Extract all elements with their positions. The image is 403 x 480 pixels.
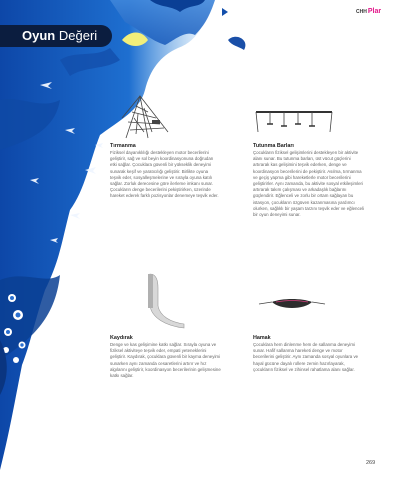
section-title	[22, 28, 97, 43]
section-title-light: Değeri	[58, 28, 98, 43]
item-title-slide: Kaydırak	[110, 335, 133, 341]
item-description-hammock: Çocuklara hem dinlenme hem de sallanma deneyimi sunar. Hafif sallanma hareketi denge ve motor becerilerini geliştirir. Aynı zamanda sosyal oyunlara ve hayal gücüne dayalı rollere zemin hazırlayarak, çocukların fiziksel ve zihinsel rahatlama alanı sağlar.	[253, 342, 359, 372]
item-description-climbing: Fiziksel dayanıklılığı destekleyen motor becerilerini geliştirir, sağ ve sol beyin koordinasyonuna doğrudan etki sağlar. Çocuklara güvenli bir yükseklik deneyimi sunarak keşif ve yaratıcılığı geliştirir. Birlikte oyuna teşvik eder, sosyalleşmelerine ve sırayla oyuna katılı sağlar. Zorluk derecesine göre ilerleme imkanı sunar. Çocukların denge becerilerini pekiştirirken, üzerinde hareket ederek farklı pozisyonlar denemeye teşvik eder.	[110, 150, 219, 199]
item-description-slide: Denge ve kas gelişimine katkı sağlar. Sırayla oyuna ve fiziksel aktiviteye teşvik eder, empati yeteneklerini geliştirir. Kaydırak, çocuklara güvenli bir kayma deneyimi sunarken aynı zamanda cesaretlerini artırır ve hız algılarını geliştirir, koordinasyon becerilerinin gelişmesine katkı sağlar.	[110, 342, 221, 379]
item-title-hammock: Hamak	[253, 335, 271, 341]
item-title-hanging-bars: Tutunma Barları	[253, 143, 294, 149]
hanging-bars-illustration	[254, 108, 334, 134]
item-title-climbing: Tırmanma	[110, 143, 136, 149]
brand-logo-prefix: CHH	[356, 9, 367, 15]
item-description-hanging-bars: Çocukların fiziksel gelişimlerini destekleyen bir aktivite alanı sunar. Bu tutunma barları, üst vücut güçlerini artırarak kas gelişimini teşvik ederken, denge ve koordinasyon becerilerini de pekiştirir. Asılma, tırmanma ve geçiş yapma gibi hareketlerle motor becerilerini geliştirirler. Aynı zamanda, bu aktivite sosyal etkileşimleri artırarak takım çalışması ve arkadaşlık bağlarını güçlendirir. Eğlenceli ve zorlu bir ortam sağlayan bu istasyon, çocukların özgüven kazanmasına yardımcı olurken, sağlıklı bir yaşam tarzını teşvik eder ve eğlenceli bir oyun deneyimi sunar.	[253, 150, 365, 218]
climbing-net-illustration	[118, 88, 176, 140]
page-number: 269	[366, 460, 376, 466]
hammock-illustration	[258, 296, 326, 314]
section-title-bold: Oyun	[22, 28, 56, 43]
brand-logo-text: Plar	[367, 8, 382, 15]
slide-illustration	[144, 270, 190, 330]
brand-logo	[356, 8, 381, 15]
